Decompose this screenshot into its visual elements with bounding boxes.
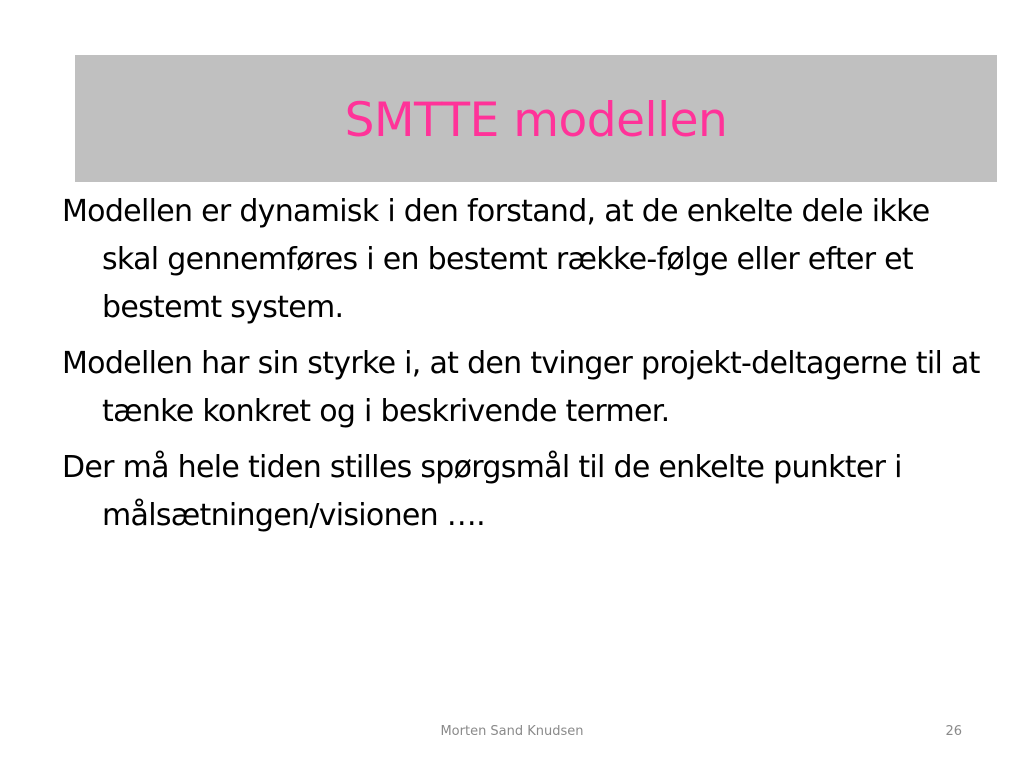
slide-body [62, 188, 982, 548]
slide-title: SMTTE modellen [344, 93, 728, 148]
title-banner [75, 55, 997, 182]
body-paragraph-2: Modellen har sin styrke i, at den tvinger projekt-deltagerne til at tænke konkret og i beskrivende termer. [62, 346, 980, 429]
footer-author: Morten Sand Knudsen [440, 724, 584, 739]
body-paragraph-1: Modellen er dynamisk i den forstand, at de enkelte dele ikke skal gennemføres i en bestemt række-følge eller efter et bestemt system. [62, 194, 930, 325]
body-paragraph-3: Der må hele tiden stilles spørgsmål til de enkelte punkter i målsætningen/visionen …. [62, 450, 902, 533]
page-number: 26 [945, 724, 962, 739]
